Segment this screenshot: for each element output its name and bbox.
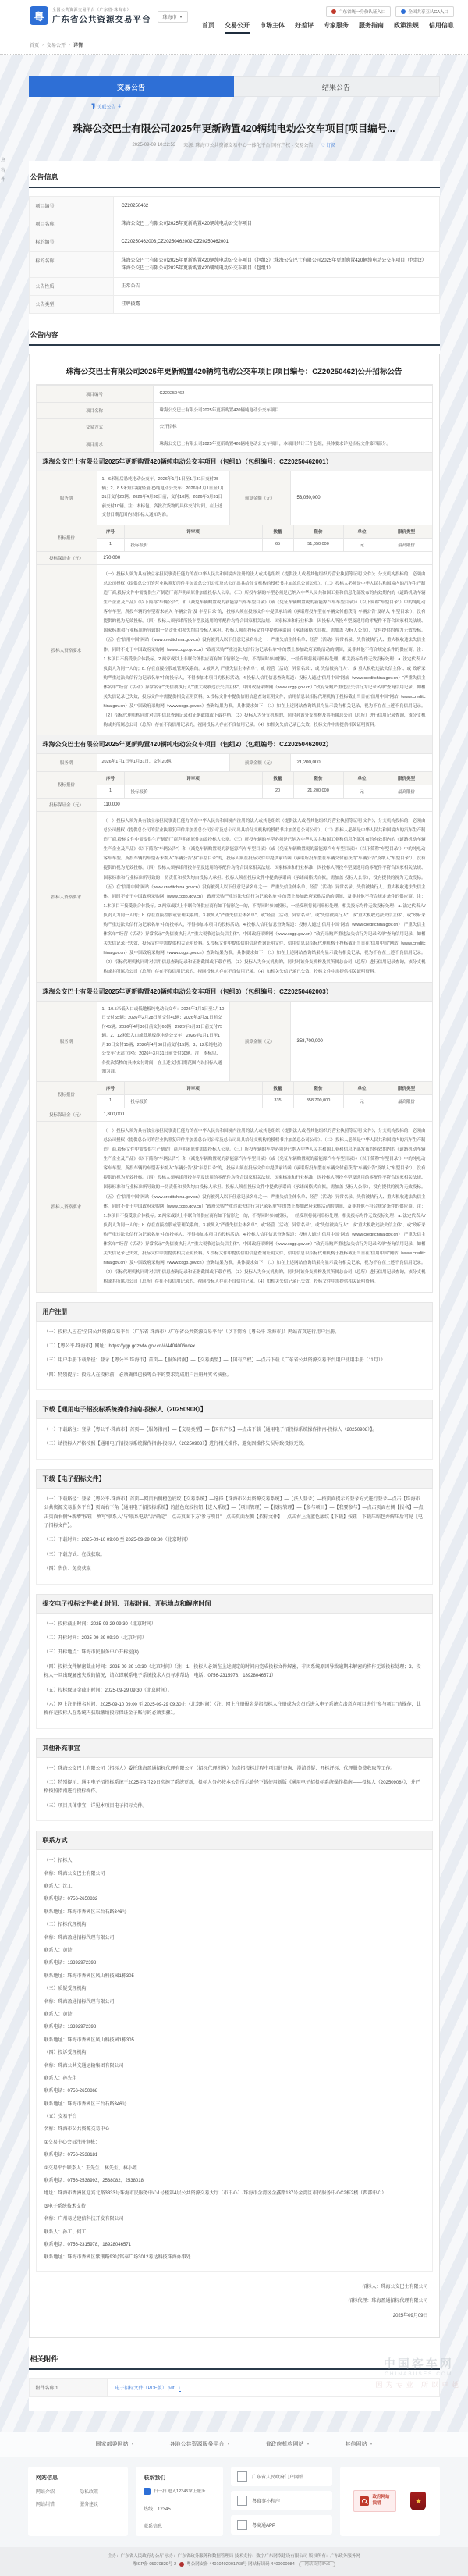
contact-line: ③电子系统技术支持 — [44, 2204, 86, 2209]
icp-number[interactable]: 粤ICP备 05070829号-2 — [132, 2561, 177, 2567]
contact-line: 联系人：黄诗 — [44, 1948, 73, 1953]
card-title: 网站信息 — [36, 2475, 58, 2481]
section-header-guide-download: 下载【通用电子招投标系统操作指南-投标人（20250908）】 — [36, 1400, 433, 1419]
contact-line: 联系电话：0756-2538181 — [44, 2153, 98, 2158]
paragraph: （二）特别提示：通用电子招投标系统于2025年8月29日实施了系统更新，投标人务必按本公告所示路径下载使用新版《通用电子招投标系统操作指南——投标人（20250908）》，并严格按照指南进行投标操作。 — [44, 1781, 420, 1795]
cell-unit: 元 — [343, 785, 381, 798]
section-header-deadlines: 提交电子投标文件截止时间、开标时间、开标地点和解密时间 — [36, 1594, 433, 1614]
contact-line: 名称：珠海盈通招标代理有限公司 — [44, 1935, 115, 1941]
footer-badges — [340, 2467, 440, 2536]
row-label: 标的编号 — [30, 233, 114, 251]
contact-line: 联系地址：珠海市香洲区凤山科技园1栋305 — [44, 2037, 134, 2043]
budget-label: 预算金额（元） — [230, 471, 291, 525]
cell-item: 投标报价 — [124, 539, 262, 551]
row-label: 公告类型 — [30, 296, 114, 313]
qr-link-item[interactable]: 粤省事小程序 — [231, 2491, 332, 2510]
section-title-notice-info: 公告信息 — [29, 172, 440, 188]
contact-line: 联系人：孙工、何工 — [44, 2229, 87, 2235]
row-value: 正常公告 — [121, 283, 140, 289]
cell-item: 投标报价 — [124, 785, 262, 798]
paragraph: （二）请投标人严格按照【通用电子招投标系统操作指南-投标人（20250908）】进行相关操作，避免因操作失误导致投标无效。 — [44, 1442, 308, 1447]
paragraph: （一）珠海公交巴士有限公司（招标人）委托珠海盈通招标代理有限公司（招标代理机构）负责招投标过程中项目的咨询、澄清答疑、开标评标、代理服务费收取等工作。 — [44, 1766, 395, 1771]
footer-link-groups — [0, 2432, 468, 2457]
table-row — [30, 197, 439, 215]
scan-label[interactable]: 扫一扫 进入12345掌上服务 — [154, 2489, 206, 2495]
service-period-value: 1、10.5米低入口或低地板纯电动公交车：2026年1月1日至1月10日交付55辆；2026年2月28日前交付40辆；2026年3月31日前交付45辆；2026年4月30日前交付60辆；2026年5月31日前交付75辆。2、12米低入口或低地板纯电动公交车：2026年1月1日至1月10日交付15辆；2026年4月30日前交付15辆；3、12米纯电动公交车(无站立区)：2026年3月31日前交付30辆。注：本标包、各批次货物的具体交付时间，在上述交付日期范围内以招标人通知为准。 — [98, 1002, 230, 1081]
col-limit-type: 限价类型 — [381, 772, 432, 785]
bid-price-table — [98, 772, 432, 798]
chevron-down-icon: ▾ — [131, 2442, 134, 2447]
side-anchor-rail — [1, 156, 9, 186]
contact-line: 联系电话：13392972398 — [44, 1961, 97, 1966]
cell-item: 投标报价 — [124, 1095, 262, 1108]
contact-line: ②交易平台联系人：王先生、林先生、林小姐 — [44, 2165, 137, 2171]
row-label: 项目编号 — [30, 197, 114, 215]
qr-code-icon — [237, 2520, 247, 2530]
budget-label: 预算金额（元） — [230, 754, 291, 771]
cell-seq: 1 — [108, 541, 112, 546]
site-logo[interactable] — [30, 6, 151, 25]
col-seq: 序号 — [105, 1086, 115, 1091]
table-row — [30, 233, 439, 251]
hotline: 热线：12345 — [144, 2500, 215, 2517]
section-body-deadlines — [36, 1614, 433, 1729]
user-icon — [401, 9, 406, 14]
table-row — [30, 295, 439, 313]
col-price-limit: 限价 — [293, 772, 343, 785]
signature-block — [36, 2284, 428, 2321]
breadcrumb-separator: › — [42, 42, 44, 48]
footer-site-info-card — [28, 2467, 128, 2536]
qualification-label: 投标人资格要求 — [37, 565, 98, 735]
row-label: 公告性质 — [30, 278, 114, 295]
contact-line: 联系地址：珠海市香洲区凤山科技园1栋305 — [44, 1973, 134, 1979]
package-1-table — [36, 471, 433, 735]
contact-line: 联系地址：珠海市香洲区三台石路346号 — [44, 1909, 127, 1915]
site-footer — [0, 2432, 468, 2576]
package-3-table — [36, 1002, 433, 1293]
package-3-header: 珠海公交巴士有限公司2025年更新购置420辆纯电动公交车项目（包组3）（包组编号：CZ20250462003） — [36, 983, 433, 1002]
side-anchor-item[interactable]: 件 — [1, 178, 6, 183]
paragraph: （二）【粤公平·珠海市】网址：https://ygp.gdzwfw.gov.cn/#/440400/index — [44, 1343, 196, 1349]
col-price-limit: 限价 — [293, 525, 343, 538]
section-body-user-registration — [36, 1322, 433, 1391]
footer-link-group[interactable]: 其他网站 ▾ — [345, 2441, 373, 2447]
footer-bottom — [0, 2547, 468, 2576]
breadcrumb — [0, 37, 468, 55]
cell-unit: 元 — [343, 1095, 381, 1108]
contact-line: 联系人：沈工 — [44, 1884, 73, 1890]
platform-title: 广东省公共资源交易平台 — [52, 14, 151, 24]
paragraph: （三）用户手册下载路径：登录【粤公平·珠海市】首页—【服务指南】—【交易类型】—【国有产权】—点击下载《广东省公共资源交易平台用户使用手册（11月）》 — [44, 1358, 385, 1364]
footer-link-group[interactable]: 各地公共资源服务平台 ▾ — [169, 2441, 230, 2447]
footer-contact-info-link[interactable]: 联系信息 — [144, 2524, 163, 2529]
contact-line: （四）投诉受理机构 — [44, 2051, 87, 2056]
paragraph: （三）开标地点：珠海市民服务中心开标室(8) — [44, 1650, 139, 1656]
col-unit: 单位 — [343, 772, 381, 785]
budget-value: 53,050,000 — [296, 495, 321, 500]
attachment-file-link[interactable]: 电子招标文件（PDF版）.pdf — [115, 2386, 175, 2391]
cell-price-limit: 51,050,000 — [293, 539, 343, 551]
budget-label: 预算金额（元） — [230, 1002, 291, 1081]
nav-home[interactable]: 首页 — [202, 22, 214, 29]
contact-line: 联系人：孙先生 — [44, 2076, 77, 2081]
footer-link-error-report[interactable]: 网站纠错 — [36, 2502, 55, 2507]
qualification-text: （一）投标人须为具有独立承担民事责任能力的在中华人民共和国境内注册的法人或其他组织（提供法人或者其他组织的营业执照等证明 文件）；分支机构投标的，必须由总公司授权（提供总公司的营业执照复印件并加盖总公司公章及总公司出具给分支机构的授权书并加盖总公司公章）。（二）投标人必须是中华人民共和国境内的汽车生产制造厂商,投标文件中需提供生产制造厂商声明函原件加盖投标人公章。（三）所投车辆的车型必须是已纳入中华人民共和国工业和信息化部发布的有效期内的《道路机动车辆生产企业及产品》（以下简称“车辆公告”）和《减免车辆购置税的新能源汽车车型目录》（或《免征车辆购置税的新能源汽车车型目录》）（以下简称“车型目录”）中的纯电动客车车型。所投车辆的车型若未纳入“车辆公告”及“车型目录”的，投标人须在投标文件中提供承诺函（承诺所投车型在车辆交付前获得“车辆公告”及纳入“车型目录”），没有提供的视为无效投标。（四）投标人须承诺所投车型及选用的零配件均符合国家相关法规、国家标准和行业标准；因投标人所投车型及选用的零配件不符合国家相关法规、国家标准和行业标准所导致的一切责任和损失均由投标人承担。投标人须在投标文件中提供承诺函（承诺函格式自拟，需加盖 投标人公章），没有提供的视为无效投标。（五）在“信用中国”网站（www.creditchina.gov.cn）没有被列入以下任意记录名单之一：严重失信主体名单、经营（活动）异常名录、失信被执行人、重大税收违法失信主体，同时不处于中国政府采购网（www.ccgp.gov.cn）“政府采购严重违法失信行为记录名单”中的禁止参加政府采购活动的期间，及非其他不符合规定条件的供应商。注：1.本项目不接受联合体投标。2.两家或以上非联合体供应商有如下情形之一的，不得同时参加投标，一经发现将视同串标处理，相关投标均作无效投标处理：a. 法定代表人/负责人为同一人的；b. 存在直接控股或管理关系的。3.被列入“严重失信主体名单”、或“经营（活动）异常名录”、或“失信被执行人”、或“重大税收违法失信主体”、或“政府采购严重违法失信行为记录名单”中的投标人，不得参加本项目的投标活动。4.投标人信用信息查询渠道：投标人通过“信用中国”网站（www.creditchina.gov.cn）“严重失信主体名单”“经营（活动）异常名录”“失信被执行人”“重大税收违法失信主体”、中国政府采购网（www.ccgp.gov.cn）“政府采购严重违法失信行为记录名单”查询信用记录，如相关失信记录已失效，投标文件中需提供相关证明资料。5.投标文件中提供信用信息查询证明文件，信用信息以招标代理机构于投标截止当日在“信用中国”网站（www.creditchina.gov.cn）及中国政府采购网（www.ccgp.gov.cn）查询结果为准，具体要求如下：（1）如在上述网站查询结果均显示没有相关记录，视为不存在上述不良信用记录。（2）招标代理机构同时对信用信息查询记录和证据截图或下载存档。（3）投标人为分支机构的，同时对该分支机构及其所属总公司（总所）进行信用记录查询，该分支机构或其所属总公司（总所）存在不良信用记录的，视同投标人存在不良信用记录。（4）如相关失信记录已失效，投标文件中需提供相关证明资料。 — [103, 1128, 426, 1285]
attachment-label: 附件名称 1 — [30, 2379, 108, 2396]
paragraph: （三）项目具体事宜，详见本项目电子招标文件。 — [44, 1803, 147, 1809]
col-price-limit: 限价 — [293, 1082, 343, 1094]
bid-price-label: 投标报价 — [37, 772, 98, 798]
nav-rating[interactable]: 好差评 — [295, 22, 314, 29]
subscribe-button[interactable]: ♡ 订阅 — [321, 144, 336, 148]
col-unit: 单位 — [343, 1082, 381, 1094]
footer-organizer-line: 主办：广东省人民政府办公厅 承办：广东省政务服务和数据管理局 技术支持：数字广东网络建设有限公司 版权所有：广东政务服务网 — [108, 2553, 360, 2559]
breadcrumb-home[interactable]: 首页 — [30, 44, 40, 48]
paragraph: （四）售价：免费获取 — [44, 1567, 91, 1572]
police-number[interactable]: 粤公网安备 44010402001768号 — [186, 2561, 247, 2567]
contact-line: 名称：珠海公交巴士有限公司 — [44, 1871, 105, 1877]
section-body-other-matters — [36, 1758, 433, 1822]
breadcrumb-separator: › — [69, 42, 71, 48]
col-seq: 序号 — [105, 529, 115, 535]
notice-document — [29, 354, 440, 2337]
publish-datetime: 2025-09-09 10:22:53 — [132, 142, 176, 148]
page-title: 珠海公交巴士有限公司2025年更新购置420辆纯电动公交车项目[项目编号... — [73, 123, 395, 134]
qr-link-item[interactable]: 广东省人民政府门户网站 — [231, 2467, 332, 2486]
cell-seq: 1 — [108, 1098, 112, 1103]
nav-expert-service[interactable]: 专家服务 — [324, 22, 349, 29]
section-body-file-download — [36, 1489, 433, 1585]
paragraph: （四）投标文件解密截止时间：2025-09-29 10:30（北京时间）（注：1、投标人必须在上述规定的时间内完成投标文件解密，非因系统原因导致逾期未解密的将作无效投标处理；2、投标人一旦出现解密失败的情况，请立即联系电子系统技术人员寻求帮助，电话：0756-2315978，18928046571） — [44, 1664, 421, 1679]
package-2-table — [36, 754, 433, 982]
qualification-text: （一）投标人须为具有独立承担民事责任能力的在中华人民共和国境内注册的法人或其他组织（提供法人或者其他组织的营业执照等证明 文件）；分支机构投标的，必须由总公司授权（提供总公司的营业执照复印件并加盖总公司公章及总公司出具给分支机构的授权书并加盖总公司公章）。（二）投标人必须是中华人民共和国境内的汽车生产制造厂商,投标文件中需提供生产制造厂商声明函原件加盖投标人公章。（三）所投车辆的车型必须是已纳入中华人民共和国工业和信息化部发布的有效期内的《道路机动车辆生产企业及产品》（以下简称“车辆公告”）和《减免车辆购置税的新能源汽车车型目录》（或《免征车辆购置税的新能源汽车车型目录》）（以下简称“车型目录”）中的纯电动客车车型。所投车辆的车型若未纳入“车辆公告”及“车型目录”的，投标人须在投标文件中提供承诺函（承诺所投车型在车辆交付前获得“车辆公告”及纳入“车型目录”），没有提供的视为无效投标。（四）投标人须承诺所投车型及选用的零配件均符合国家相关法规、国家标准和行业标准；因投标人所投车型及选用的零配件不符合国家相关法规、国家标准和行业标准所导致的一切责任和损失均由投标人承担。投标人须在投标文件中提供承诺函（承诺函格式自拟，需加盖 投标人公章），没有提供的视为无效投标。（五）在“信用中国”网站（www.creditchina.gov.cn）没有被列入以下任意记录名单之一：严重失信主体名单、经营（活动）异常名录、失信被执行人、重大税收违法失信主体，同时不处于中国政府采购网（www.ccgp.gov.cn）“政府采购严重违法失信行为记录名单”中的禁止参加政府采购活动的期间，及非其他不符合规定条件的供应商。注：1.本项目不接受联合体投标。2.两家或以上非联合体供应商有如下情形之一的，不得同时参加投标，一经发现将视同串标处理，相关投标均作无效投标处理：a. 法定代表人/负责人为同一人的；b. 存在直接控股或管理关系的。3.被列入“严重失信主体名单”、或“经营（活动）异常名录”、或“失信被执行人”、或“重大税收违法失信主体”、或“政府采购严重违法失信行为记录名单”中的投标人，不得参加本项目的投标活动。4.投标人信用信息查询渠道：投标人通过“信用中国”网站（www.creditchina.gov.cn）“严重失信主体名单”“经营（活动）异常名录”“失信被执行人”“重大税收违法失信主体”、中国政府采购网（www.ccgp.gov.cn）“政府采购严重违法失信行为记录名单”查询信用记录，如相关失信记录已失效，投标文件中需提供相关证明资料。5.投标文件中提供信用信息查询证明文件，信用信息以招标代理机构于投标截止当日在“信用中国”网站（www.creditchina.gov.cn）及中国政府采购网（www.ccgp.gov.cn）查询结果为准，具体要求如下：（1）如在上述网站查询结果均显示没有相关记录，视为不存在上述不良信用记录。（2）招标代理机构同时对信用信息查询记录和证据截图或下载存档。（3）投标人为分支机构的，同时对该分支机构及其所属总公司（总所）进行信用记录查询，该分支机构或其所属总公司（总所）存在不良信用记录的，视同投标人存在不良信用记录。（4）如相关失信记录已失效，投标文件中需提供相关证明资料。 — [103, 818, 426, 975]
footer-link-suggestion[interactable]: 服务建议 — [80, 2502, 99, 2507]
row-label: 项目名称 — [30, 215, 114, 233]
notice-info-table — [29, 196, 440, 314]
download-icon[interactable]: ↓ — [179, 2386, 182, 2391]
section-title-notice-content: 公告内容 — [29, 329, 440, 346]
col-item: 评审项 — [124, 525, 262, 538]
side-anchor-item[interactable]: 息 — [1, 158, 6, 163]
document-title: 珠海公交巴士有限公司2025年更新购置420辆纯电动公交车项目[项目编号：CZ20250462]公开招标公告 — [66, 368, 402, 377]
signature-agency: 招标代理：珠海盈通招标代理有限公司 — [348, 2299, 428, 2304]
col-qty: 数量 — [262, 1082, 293, 1094]
cell-qty: 20 — [262, 785, 293, 798]
breadcrumb-current: 详情 — [73, 44, 83, 48]
cell-seq: 1 — [108, 788, 112, 793]
section-header-file-download: 下载【电子招标文件】 — [36, 1469, 433, 1489]
col-item: 评审项 — [124, 772, 262, 785]
contact-line: 联系电话：0756-2650868 — [44, 2089, 98, 2094]
heart-icon: ♡ — [321, 144, 327, 148]
contact-line: （二）招标代理机构 — [44, 1923, 87, 1928]
breadcrumb-trade-public[interactable]: 交易公开 — [47, 44, 66, 48]
table-row — [30, 277, 439, 295]
nav-trade-public[interactable]: 交易公开 — [225, 21, 250, 34]
section-header-contact: 联系方式 — [36, 1831, 433, 1850]
deposit-label: 投标保证金（元） — [37, 1108, 98, 1121]
cell-qty: 65 — [262, 539, 293, 551]
contact-line: （三）质疑受理机构 — [44, 1987, 87, 1992]
budget-value: 21,200,000 — [296, 760, 321, 766]
identity-auth-entry-button[interactable]: 广东省统一身份认证入口 — [326, 6, 392, 17]
watermark: 中国客车网 CHINABUSES.COM 因为专业 所以卓越 — [375, 2357, 462, 2389]
ipv6-badge: 网站支持IPv6 — [299, 2561, 335, 2567]
deposit-label: 投标保证金（元） — [37, 552, 98, 564]
footer-qr-list — [231, 2467, 332, 2536]
contact-line: 地址：珠海市香洲区迎宾北路3333号珠海市民服务中心1号楼第4层公共资源交易大厅（市中心）/珠海市金湾区金鑫路137号金湾区市民服务中心C2栋2楼（西部中心） — [44, 2191, 387, 2197]
main-nav — [202, 21, 454, 37]
contact-line: 联系电话：0756-2538993、2538082、2538018 — [44, 2179, 144, 2184]
platform-subtitle: 全国公共资源交易平台（广东省·珠海市） — [52, 7, 132, 12]
row-value: CZ20250462 — [159, 391, 185, 397]
notice-tabs — [29, 76, 440, 97]
contact-line: 名称：珠海公共交通运输集团有限公司 — [44, 2063, 124, 2069]
ca-entry-button[interactable]: 全国共享互认CA入口 — [395, 6, 454, 17]
service-period-label: 服务期 — [37, 754, 98, 771]
qr-code-icon — [237, 2471, 247, 2482]
col-seq: 序号 — [105, 776, 115, 781]
qr-code-icon — [237, 2496, 247, 2506]
row-label: 项目编号 — [37, 386, 154, 401]
row-value: 珠海公交巴士有限公司2025年更新购置420辆纯电动公交车项目 — [159, 407, 279, 413]
qualification-label: 投标人资格要求 — [37, 1122, 98, 1292]
deposit-value: 270,000 — [103, 555, 121, 560]
col-limit-type: 限价类型 — [381, 1082, 432, 1094]
footer-link-privacy[interactable]: 隐私政策 — [80, 2489, 99, 2495]
contact-line: 联系人：黄诗 — [44, 2012, 73, 2017]
paragraph: （二）开标时间：2025-09-29 09:30（北京时间） — [44, 1635, 147, 1641]
cell-price-limit: 21,200,000 — [293, 785, 343, 798]
qualification-label: 投标人资格要求 — [37, 812, 98, 982]
magnifier-icon — [360, 2496, 369, 2506]
service-period-label: 服务期 — [37, 471, 98, 525]
section-header-user-registration: 用户注册 — [36, 1302, 433, 1322]
qualification-text: （一）投标人须为具有独立承担民事责任能力的在中华人民共和国境内注册的法人或其他组织（提供法人或者其他组织的营业执照等证明 文件）；分支机构投标的，必须由总公司授权（提供总公司的营业执照复印件并加盖总公司公章及总公司出具给分支机构的授权书并加盖总公司公章）。（二）投标人必须是中华人民共和国境内的汽车生产制造厂商,投标文件中需提供生产制造厂商声明函原件加盖投标人公章。（三）所投车辆的车型必须是已纳入中华人民共和国工业和信息化部发布的有效期内的《道路机动车辆生产企业及产品》（以下简称“车辆公告”）和《减免车辆购置税的新能源汽车车型目录》（或《免征车辆购置税的新能源汽车车型目录》）（以下简称“车型目录”）中的纯电动客车车型。所投车辆的车型若未纳入“车辆公告”及“车型目录”的，投标人须在投标文件中提供承诺函（承诺所投车型在车辆交付前获得“车辆公告”及纳入“车型目录”），没有提供的视为无效投标。（四）投标人须承诺所投车型及选用的零配件均符合国家相关法规、国家标准和行业标准；因投标人所投车型及选用的零配件不符合国家相关法规、国家标准和行业标准所导致的一切责任和损失均由投标人承担。投标人须在投标文件中提供承诺函（承诺函格式自拟，需加盖 投标人公章），没有提供的视为无效投标。（五）在“信用中国”网站（www.creditchina.gov.cn）没有被列入以下任意记录名单之一：严重失信主体名单、经营（活动）异常名录、失信被执行人、重大税收违法失信主体，同时不处于中国政府采购网（www.ccgp.gov.cn）“政府采购严重违法失信行为记录名单”中的禁止参加政府采购活动的期间，及非其他不符合规定条件的供应商。注：1.本项目不接受联合体投标。2.两家或以上非联合体供应商有如下情形之一的，不得同时参加投标，一经发现将视同串标处理，相关投标均作无效投标处理：a. 法定代表人/负责人为同一人的；b. 存在直接控股或管理关系的。3.被列入“严重失信主体名单”、或“经营（活动）异常名录”、或“失信被执行人”、或“重大税收违法失信主体”、或“政府采购严重违法失信行为记录名单”中的投标人，不得参加本项目的投标活动。4.投标人信用信息查询渠道：投标人通过“信用中国”网站（www.creditchina.gov.cn）“严重失信主体名单”“经营（活动）异常名录”“失信被执行人”“重大税收违法失信主体”、中国政府采购网（www.ccgp.gov.cn）“政府采购严重违法失信行为记录名单”查询信用记录，如相关失信记录已失效，投标文件中需提供相关证明资料。5.投标文件中提供信用信息查询证明文件，信用信息以招标代理机构于投标截止当日在“信用中国”网站（www.creditchina.gov.cn）及中国政府采购网（www.ccgp.gov.cn）查询结果为准，具体要求如下：（1）如在上述网站查询结果均显示没有相关记录，视为不存在上述不良信用记录。（2）招标代理机构同时对信用信息查询记录和证据截图或下载存档。（3）投标人为分支机构的，同时对该分支机构及其所属总公司（总所）进行信用记录查询，该分支机构或其所属总公司（总所）存在不良信用记录的，视同投标人存在不良信用记录。（4）如相关失信记录已失效，投标文件中需提供相关证明资料。 — [103, 571, 426, 728]
col-unit: 单位 — [343, 525, 381, 538]
table-row — [37, 418, 432, 435]
cell-limit-type: 最高限价 — [381, 1095, 432, 1108]
section-body-contact — [36, 1850, 433, 2272]
deposit-label: 投标保证金（元） — [37, 799, 98, 811]
paragraph: （一）下载路径：登录【粤公平·珠海市】首页—网页右侧橙色底纹【交易系统】—选择【珠海市公共资源交易系统】—【法人登录】—按页面提示的登录方式进行登录—点击【珠海市公共资源交易服务平台】页面右下角【通用电子招投标系统】的蓝色底纹按钮【进入系统】—【项目管理】—【投标管理】—【参与项目】—【我要参与】—点击页面左侧【报名】—点击页面右侧“+新增”按钮—填写“联系人”与“联系电话”后“确定”—点击页面下方“参与项目”—点击页面左侧【招标文件】—点击右上角蓝色底纹【下载】按钮—下载压缩包并解压后可见【电子招标文件】。 — [44, 1496, 424, 1529]
city-selector[interactable]: 珠海市 ▾ — [158, 11, 188, 23]
paragraph: （六）网上注册报名时间：2025-09-10 09:00 至 2025-09-29 09:30止（北京时间）（注：网上注册报名是指投标人注册成为会员后进入电子系统点击意向项目进行“参与项目”的操作，此操作是投标人在系统内获取缴纳投标保证金子账号的必须步骤）。 — [44, 1702, 421, 1717]
table-row — [37, 402, 432, 418]
contact-line: 名称：广州易达建信科技开发有限公司 — [44, 2217, 124, 2222]
article-meta — [29, 141, 440, 148]
cell-qty: 335 — [262, 1095, 293, 1108]
site-header — [0, 0, 468, 37]
section-header-other-matters: 其他补充事宜 — [36, 1738, 433, 1758]
contact-line: 名称：珠海市公共资源交易中心 — [44, 2127, 110, 2133]
bid-price-table — [98, 525, 432, 551]
chevron-down-icon: ▾ — [307, 2442, 310, 2447]
paragraph: （三）下载方式：在线获取。 — [44, 1552, 105, 1557]
paragraph: （四）特别提示：投标人在投标前，必须确保已按粤公平的要求完成用户注册并实名核验。 — [44, 1372, 232, 1378]
paragraph: （一）下载路径：登录【粤公平·珠海市】首页—【服务指南】—【交易类型】—【国有产权】—点击下载【通用电子招投标系统操作指南-投标人（20250908）】。 — [44, 1428, 378, 1433]
contact-line: （五）交易平台 — [44, 2115, 77, 2120]
table-row — [30, 251, 439, 277]
main-content — [0, 55, 468, 2432]
table-row — [37, 436, 432, 452]
contact-line: ①交易中心会员注册审核： — [44, 2140, 100, 2145]
row-value: 公开招标 — [159, 425, 177, 430]
contact-line: 联系电话：13392972398 — [44, 2025, 97, 2030]
contact-line: 联系地址：珠海市香洲区紫荆路93号铭泰广场3012易达科技珠海办事处 — [44, 2255, 191, 2261]
row-label: 标的名称 — [30, 252, 114, 277]
col-qty: 数量 — [262, 525, 293, 538]
deposit-value: 1,800,000 — [103, 1112, 125, 1117]
contact-line: 联系电话：0756-2650832 — [44, 1897, 98, 1902]
service-period-label: 服务期 — [37, 1002, 98, 1081]
budget-value: 358,700,000 — [296, 1038, 323, 1044]
row-label: 项目名称 — [37, 403, 154, 418]
bid-price-label: 投标报价 — [37, 525, 98, 551]
gov-emblem-badge[interactable]: ★ — [410, 2492, 426, 2510]
site-code: 网站标识码 4400000084 — [248, 2561, 295, 2567]
service-period-value: 2026年1月1日至1月31日，交付20辆。 — [98, 754, 230, 771]
footer-link-site-intro[interactable]: 网站介绍 — [36, 2489, 55, 2495]
service-period-value: 1、6米短后悬纯电动公交车，2026年1月1日至1月31日交付25辆；2、8.5米短后悬(轻量化)纯电动公交车：2026年1月1日至1月31日交付20辆；2026年4月30日前，交付10辆；2026年5月31日前交付10辆。注：本标包、各批次货物的具体交付时间，在上述交付日期范围内以招标人通知为准。 — [98, 471, 230, 525]
deposit-value: 110,000 — [103, 802, 120, 807]
cell-unit: 元 — [343, 539, 381, 551]
col-limit-type: 限价类型 — [381, 525, 432, 538]
chevron-down-icon: ▾ — [179, 15, 183, 20]
row-value: 珠海公交巴士有限公司2025年更新购置420辆纯电动公交车项目，本项目共计三个包组，具体要求详见招标文件第四部分。 — [159, 441, 391, 447]
article-source: 来源: 珠海市公共资源交易中心一体化平台 国有产权 - 交易公告 — [183, 144, 314, 148]
gov-emblem-icon — [332, 9, 336, 14]
contact-line: 名称：珠海盈通招标代理有限公司 — [44, 1999, 115, 2005]
footer-link-group[interactable]: 国家部委网站 ▾ — [95, 2441, 134, 2447]
package-1-header: 珠海公交巴士有限公司2025年更新购置420辆纯电动公交车项目（包组1）（包组编号：CZ20250462001） — [36, 453, 433, 471]
contact-line: 联系电话：0756-2315978、18928046571 — [44, 2242, 131, 2247]
logo-icon: 粤 — [30, 6, 48, 25]
tab-result-notice[interactable]: 结果公告 — [234, 76, 440, 97]
row-value: CZ20250462 — [121, 204, 149, 208]
cell-limit-type: 最高限价 — [381, 785, 432, 798]
package-2-header: 珠海公交巴士有限公司2025年更新购置420辆纯电动公交车项目（包组2）（包组编号：CZ20250462002） — [36, 735, 433, 754]
signature-bidder: 招标人：珠海公交巴士有限公司 — [362, 2284, 428, 2290]
section-body-guide-download — [36, 1419, 433, 1460]
attachment-row — [29, 2378, 440, 2397]
tab-trade-notice[interactable]: 交易公告 — [29, 76, 234, 97]
row-value: CZ20250462003;CZ20250462002;CZ20250462001 — [121, 240, 229, 245]
police-badge-icon — [179, 2562, 184, 2567]
related-notices-link[interactable]: 关联公告 4 — [90, 103, 440, 110]
footer-link-group[interactable]: 省政府机构网站 ▾ — [265, 2441, 310, 2447]
project-head-table — [36, 384, 433, 453]
row-value: 珠海公交巴士有限公司2025年更新购置420辆纯电动公交车项目 — [121, 222, 252, 227]
row-value: 珠海公交巴士有限公司2025年更新购置420辆纯电动公交车项目（包组3）;珠海公交巴士有限公司2025年更新购置420辆纯电动公交车项目（包组2）;珠海公交巴士有限公司2025年更新购置420辆纯电动公交车项目（包组1） — [121, 258, 428, 271]
nav-policy[interactable]: 政策法规 — [394, 22, 419, 29]
chevron-down-icon: ▾ — [370, 2442, 373, 2447]
row-value: 挂牌披露 — [121, 302, 140, 308]
link-icon — [90, 105, 94, 109]
side-anchor-item[interactable]: 容 — [1, 168, 6, 173]
paragraph: （一）投标截止时间：2025-09-29 09:30（北京时间） — [44, 1621, 156, 1627]
contact-line: （一）招标人 — [44, 1859, 73, 1864]
signature-date: 2025年09月09日 — [392, 2313, 428, 2318]
paragraph: （二）下载时间：2025-09-10 09:00 至 2025-09-29 09:30（北京时间） — [44, 1538, 191, 1543]
table-row — [30, 215, 439, 233]
bid-price-label: 投标报价 — [37, 1082, 98, 1108]
nav-market-entity[interactable]: 市场主体 — [260, 22, 285, 29]
cell-limit-type: 最高限价 — [381, 539, 432, 551]
notice-card — [29, 161, 440, 2411]
qr-link-item[interactable]: 粤商通APP — [231, 2515, 332, 2535]
section-title-attachments: 相关附件 — [29, 2354, 440, 2370]
paragraph: （五）投标保证金截止时间：2025-09-29 09:30（北京时间）。 — [44, 1688, 172, 1693]
nav-service-guide[interactable]: 服务指南 — [359, 22, 384, 29]
gov-site-find-error-badge[interactable]: 政府网站 找错 — [353, 2490, 395, 2511]
card-title: 联系我们 — [144, 2475, 165, 2481]
cell-price-limit: 358,700,000 — [293, 1095, 343, 1108]
col-item: 评审项 — [124, 1082, 262, 1094]
contact-line: 联系地址：珠海市香洲区三台石路346号 — [44, 2101, 127, 2107]
row-label: 项目需求 — [37, 436, 154, 452]
nav-credit-info[interactable]: 信用信息 — [429, 22, 454, 29]
chevron-down-icon: ▾ — [227, 2442, 230, 2447]
row-label: 交易方式 — [37, 419, 154, 435]
paragraph: （一）投标人应在“全国公共资源交易平台（广东省·珠海市）/广东省公共资源交易平台”（以下简称【粤公平·珠海市】）网站首页进行用户注册。 — [44, 1329, 340, 1335]
footer-contact-card — [136, 2467, 223, 2536]
table-row — [37, 385, 432, 401]
col-qty: 数量 — [262, 772, 293, 785]
scan-icon — [144, 2488, 151, 2495]
bid-price-table — [98, 1082, 432, 1108]
